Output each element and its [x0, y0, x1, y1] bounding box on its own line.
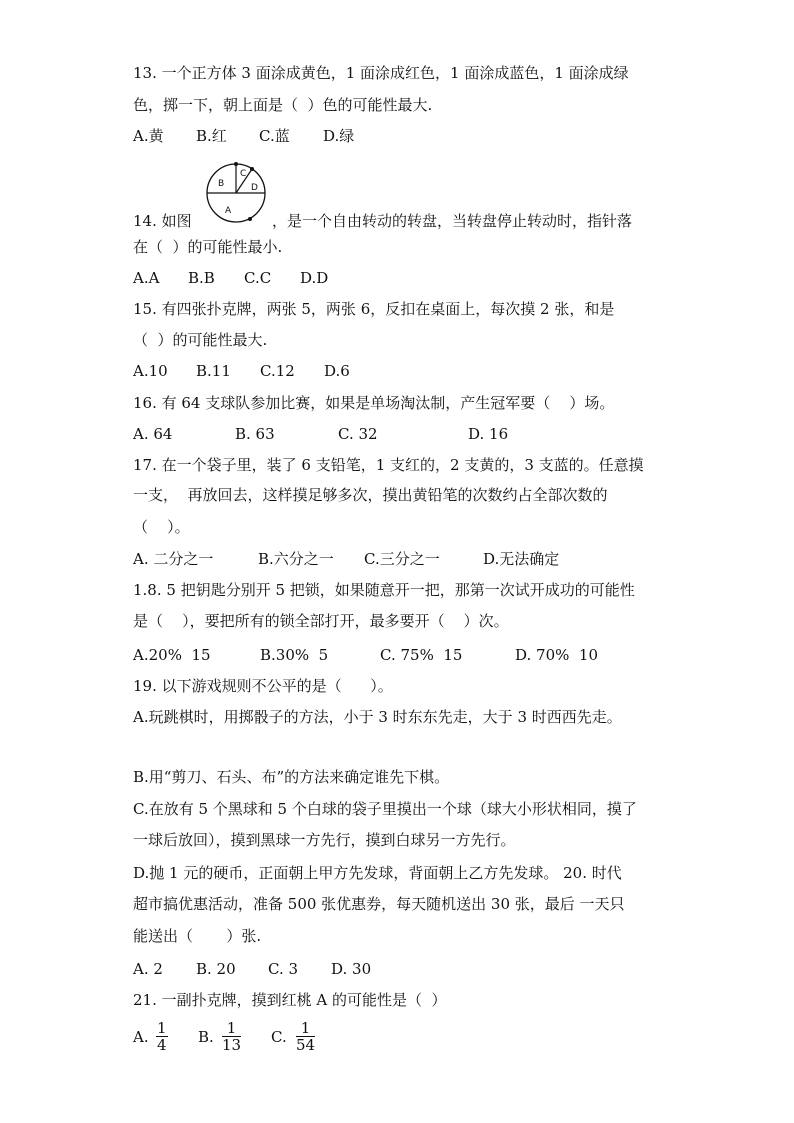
q17-option-d: D.无法确定: [483, 550, 560, 568]
spinner-dot-bottom: [248, 217, 252, 221]
q21-option-a-label: A.: [133, 1028, 149, 1046]
fraction-numerator: 1: [296, 1020, 315, 1037]
q17-option-b: B.六分之一: [258, 550, 334, 568]
q21-option-c-label: C.: [271, 1028, 287, 1046]
q15-line2: （ ）的可能性最大.: [133, 331, 268, 349]
q21-line1: 21. 一副扑克牌，摸到红桃 A 的可能性是（ ）: [133, 991, 447, 1009]
q16-line1: 16. 有 64 支球队参加比赛，如果是单场淘汰制，产生冠军要（ ）场。: [133, 394, 615, 412]
q20-option-d: D. 30: [331, 960, 372, 978]
fraction-denominator: 13: [222, 1036, 242, 1054]
q17-option-c: C.三分之一: [364, 550, 440, 568]
fraction-denominator: 54: [296, 1036, 316, 1054]
q13-option-c: C.蓝: [259, 127, 290, 145]
fraction-numerator: 1: [222, 1020, 241, 1037]
q14-suffix: ，是一个自由转动的转盘，当转盘停止转动时，指针落: [272, 212, 633, 230]
q19-option-c-line2: 一球后放回），摸到黑球一方先行，摸到白球另一方先行。: [133, 831, 516, 849]
q18-option-b: B.30% 5: [260, 646, 329, 664]
q15-option-b: B.11: [196, 362, 231, 380]
q18-option-d: D. 70% 10: [515, 646, 598, 664]
q20-option-a: A. 2: [133, 960, 163, 978]
spinner-dot-top: [234, 162, 238, 166]
q17-option-a: A. 二分之一: [133, 550, 214, 568]
q17-line2: 一支， 再放回去，这样摸足够多次，摸出黄铅笔的次数约占全部次数的: [133, 486, 608, 504]
q13-option-a: A.黄: [133, 127, 164, 145]
spinner-label-b: B: [218, 179, 225, 189]
q14-prefix: 14. 如图: [133, 212, 192, 230]
spinner-dot-diagonal: [250, 167, 254, 171]
q17-line3: （ ）。: [133, 518, 190, 536]
q15-line1: 15. 有四张扑克牌，两张 5，两张 6，反扣在桌面上，每次摸 2 张，和是: [133, 300, 615, 318]
q15-option-d: D.6: [324, 362, 350, 380]
q16-option-b: B. 63: [235, 425, 275, 443]
q19-option-b: B.用“剪刀、石头、布”的方法来确定谁先下棋。: [133, 768, 450, 786]
q18-option-c: C. 75% 15: [380, 646, 463, 664]
q16-option-a: A. 64: [133, 425, 173, 443]
q19-line1: 19. 以下游戏规则不公平的是（ ）。: [133, 677, 393, 695]
q20-line2: 能送出（ ）张.: [133, 927, 262, 945]
q14-option-a: A.A: [133, 269, 160, 287]
fraction-numerator: 1: [157, 1019, 167, 1037]
q13-option-b: B.红: [196, 127, 227, 145]
q17-line1: 17. 在一个袋子里，装了 6 支铅笔，1 支红的，2 支黄的，3 支蓝的。任意摸: [133, 456, 644, 474]
q13-line2: 色，掷一下，朝上面是（ ）色的可能性最大.: [133, 96, 433, 114]
q21-option-b-fraction: [222, 1020, 241, 1053]
q21-option-a-fraction: [156, 1020, 168, 1053]
spinner-label-c: C: [240, 169, 247, 179]
q18-line2: 是（ ），要把所有的锁全部打开，最多要开（ ）次。: [133, 612, 509, 630]
q20-option-c: C. 3: [268, 960, 299, 978]
q14-line2: 在（ ）的可能性最小.: [133, 238, 283, 256]
q14-option-d: D.D: [300, 269, 329, 287]
q14-option-c: C.C: [244, 269, 272, 287]
q13-option-d: D.绿: [323, 127, 355, 145]
fraction-denominator: 4: [157, 1036, 167, 1054]
spinner-label-a: A: [225, 206, 232, 216]
q18-option-a: A.20% 15: [133, 646, 211, 664]
q18-line1: 1.8. 5 把钥匙分别开 5 把锁，如果随意开一把，那第一次试开成功的可能性: [133, 581, 635, 599]
q14-option-b: B.B: [188, 269, 215, 287]
q15-option-c: C.12: [260, 362, 295, 380]
q20-option-b: B. 20: [196, 960, 236, 978]
q21-option-b-label: B.: [198, 1028, 214, 1046]
q19-option-c-line1: C.在放有 5 个黑球和 5 个白球的袋子里摸出一个球（球大小形状相同，摸了: [133, 800, 637, 818]
q19-option-d: D.抛 1 元的硬币，正面朝上甲方先发球，背面朝上乙方先发球。 20. 时代: [133, 864, 622, 882]
q19-option-a: A.玩跳棋时，用掷骰子的方法，小于 3 时东东先走，大于 3 时西西先走。: [133, 708, 622, 726]
q16-option-c: C. 32: [338, 425, 378, 443]
q20-line1: 超市搞优惠活动，准备 500 张优惠券，每天随机送出 30 张，最后 一天只: [133, 895, 625, 913]
q16-option-d: D. 16: [468, 425, 509, 443]
q15-option-a: A.10: [133, 362, 168, 380]
spinner-diagram: [201, 162, 271, 224]
spinner-label-d: D: [251, 183, 258, 193]
q21-option-c-fraction: [296, 1020, 315, 1053]
q13-line1: 13. 一个正方体 3 面涂成黄色，1 面涂成红色，1 面涂成蓝色，1 面涂成绿: [133, 64, 629, 82]
